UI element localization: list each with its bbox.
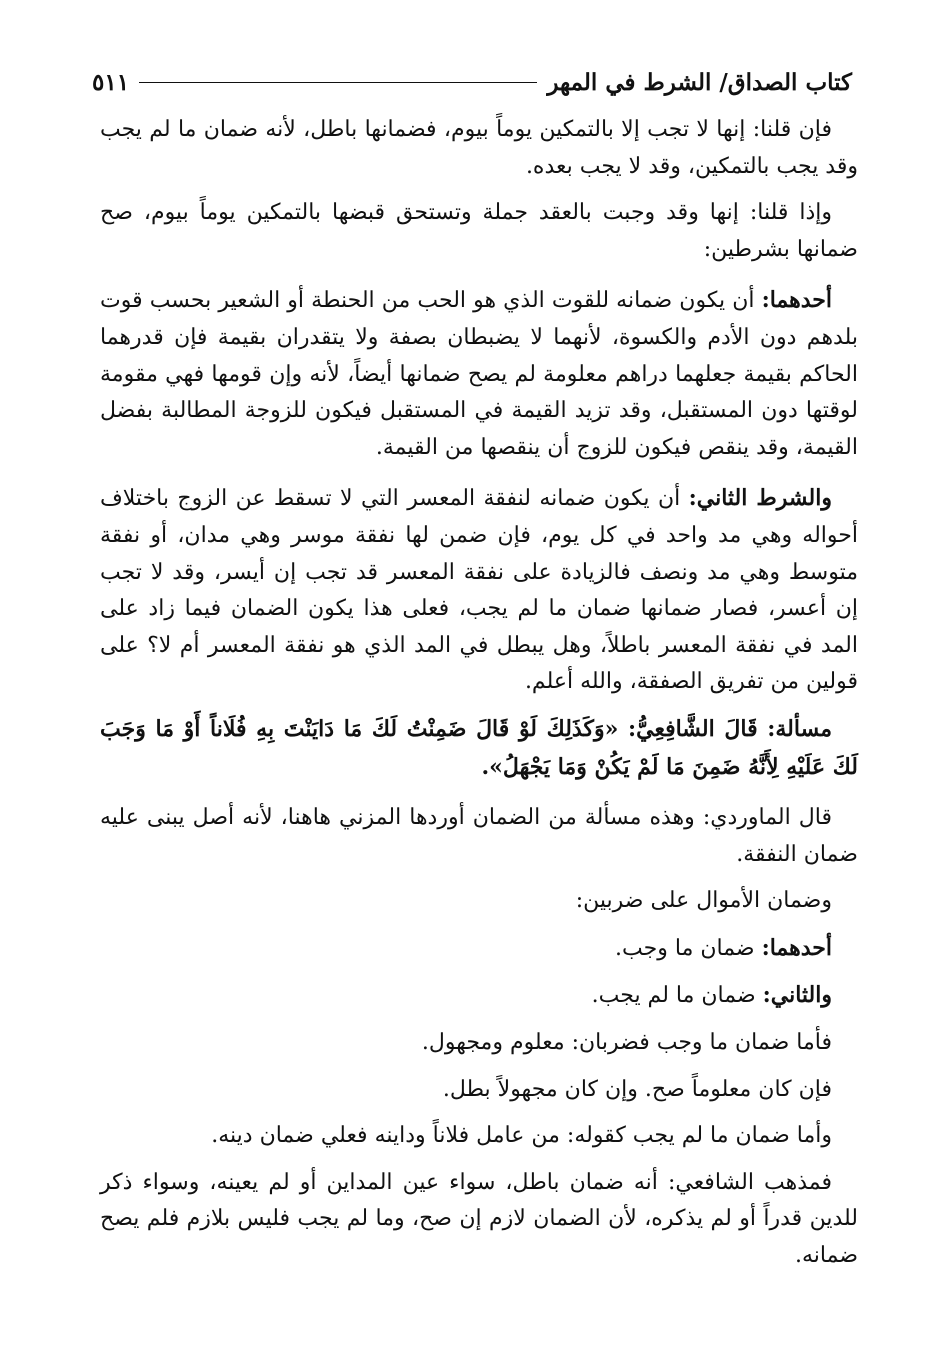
paragraph-11: فإن كان معلوماً صح. وإن كان مجهولاً بطل.: [442, 1076, 832, 1102]
page-body: [100, 112, 858, 1275]
running-title: كتاب الصداق/ الشرط في المهر: [547, 68, 852, 96]
paragraph-2: وإذا قلنا: إنها وقد وجبت بالعقد جملة وتستحق قبضها بالتمكين يوماً بيوم، صح ضمانها بشرطين:: [100, 200, 858, 262]
header-rule: [139, 82, 537, 83]
paragraph-9: [100, 977, 858, 1015]
paragraph-12: وأما ضمان ما لم يجب كقوله: من عامل فلاناً وداينه فعلي ضمان دينه.: [211, 1123, 832, 1149]
paragraph-1: فإن قلنا: إنها لا تجب إلا بالتمكين يوماً بيوم، فضمانها باطل، لأنه ضمان ما لم يجب وقد يجب بالتمكين، وقد لا يجب بعده.: [100, 117, 858, 179]
paragraph-13: فمذهب الشافعي: أنه ضمان باطل، سواء عين المداين أو لم يعينه، وسواء ذكر للدين قدراً أو لم يذكره، لأن الضمان لازم إن صح، وما لم يجب فليس بلازم فلم يصح ضمانه.: [100, 1169, 858, 1269]
paragraph-9-text: ضمان ما لم يجب.: [591, 983, 763, 1009]
paragraph-4: [100, 480, 858, 701]
paragraph-5: [100, 711, 858, 786]
paragraph-8-text: ضمان ما وجب.: [615, 935, 762, 961]
paragraph-7: وضمان الأموال على ضربين:: [575, 888, 832, 914]
paragraph-6: قال الماوردي: وهذه مسألة من الضمان أوردها المزني هاهنا، لأنه أصل يبنى عليه ضمان النفقة.: [100, 805, 858, 867]
paragraph-5-lead: مسألة: قَالَ الشَّافِعِيُّ:: [628, 715, 833, 742]
paragraph-4-lead: والشرط الثاني:: [688, 485, 832, 512]
paragraph-9-lead: والثاني:: [762, 982, 832, 1009]
paragraph-8-lead: أحدهما:: [761, 934, 832, 961]
paragraph-3: [100, 282, 858, 466]
paragraph-5-quote: «وَكَذَلِكَ لَوْ قَالَ ضَمِنْتُ لَكَ مَا دَايَنْتَ بِهِ فُلَاناً أَوْ مَا وَجَبَ لَكَ عَلَيْهِ لِأَنَّهُ ضَمِنَ مَا لَمْ يَكُنْ وَمَا يَجْهَلُ».: [100, 715, 858, 780]
page-number: ٥١١: [92, 68, 130, 96]
page-header: [92, 62, 852, 102]
paragraph-10: فأما ضمان ما وجب فضربان: معلوم ومجهول.: [421, 1030, 832, 1056]
paragraph-8: [100, 930, 858, 968]
paragraph-3-text: أن يكون ضمانه للقوت الذي هو الحب من الحنطة أو الشعير بحسب قوت بلدهم دون الأدم والكسوة، لأنهما لا يضبطان بصفة ولا يتقدران بقيمة فإن قدرهما الحاكم بقيمة جعلهما دراهم معلومة لم يصح ضمانها أيضاً، لأنه وإن قومها فهي مقومة لوقتها دون المستقبل، وقد تزيد القيمة في المستقبل فيكون للزوجة المطالبة بفضل القيمة، وقد ينقص فيكون للزوج أن ينقصها من القيمة.: [100, 288, 858, 460]
paragraph-3-lead: أحدهما:: [761, 287, 832, 314]
paragraph-4-text: أن يكون ضمانه لنفقة المعسر التي لا تسقط عن الزوج باختلاف أحواله وهي مد واحد في كل يوم، فإن ضمن لها نفقة موسر وهي مدان، أو نفقة متوسط وهي مد ونصف فالزيادة على نفقة المعسر قد تجب إن أيسر، وقد لا تجب إن أعسر، فصار ضمانها ضمان ما لم يجب، فعلى هذا يكون الضمان فيما زاد على المد في نفقة المعسر باطلاً، وهل يبطل في المد الذي هو نفقة المعسر أم لا؟ على قولين من تفريق الصفقة، والله أعلم.: [100, 486, 858, 695]
